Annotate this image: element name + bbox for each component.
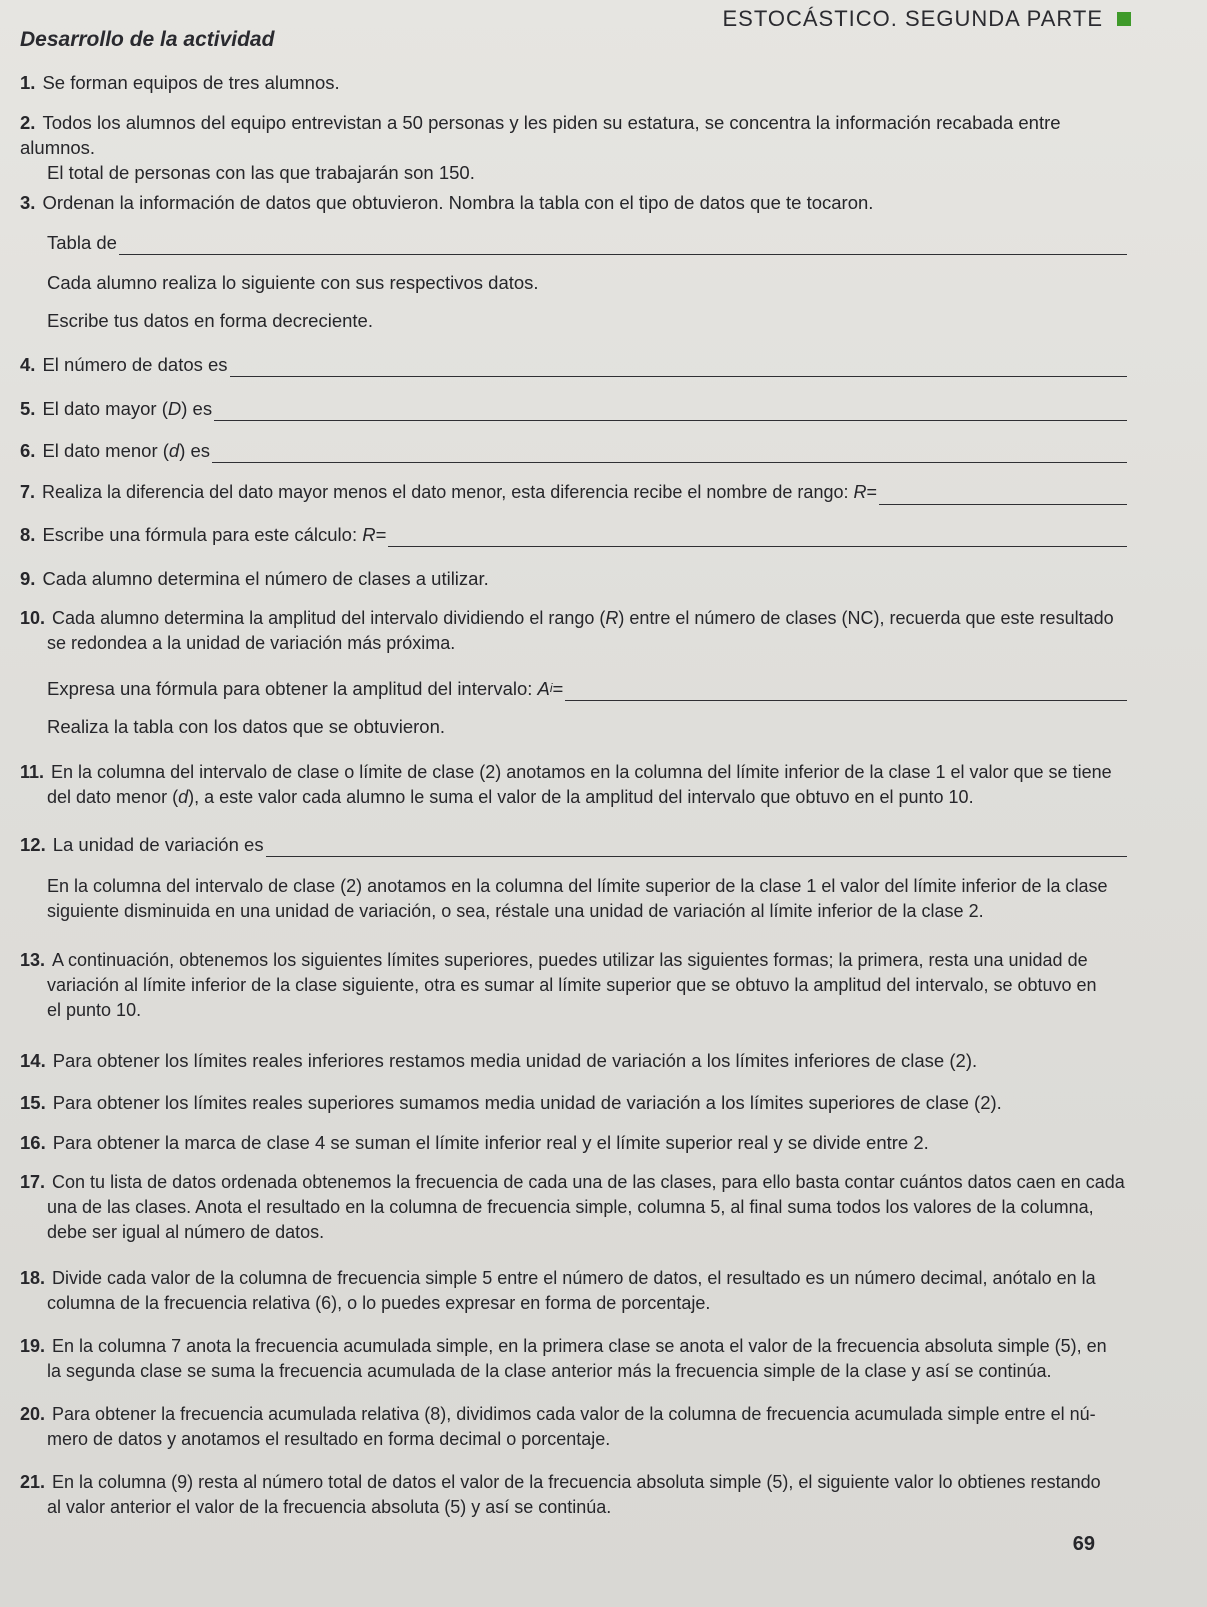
item-9: 9. Cada alumno determina el número de clases a utilizar. [20, 568, 489, 589]
en-columna-paragraph: En la columna del intervalo de clase (2) anotamos en la columna del límite superior de la clase 1 el valor del límite inferior de la clase siguiente disminuida en una unidad de variación, o sea, réstale una unidad de variación al límite inferior de la clase 2. [47, 876, 1108, 921]
rango-blank[interactable] [879, 486, 1127, 505]
item-20: 20. Para obtener la frecuencia acumulada relativa (8), dividimos cada valor de la columna de frecuencia acumulada simple entre el nú- mero de datos y anotamos el resultado en forma decimal o porcentaje. [20, 1404, 1096, 1449]
item-12: 12. La unidad de variación es [20, 832, 1127, 857]
page-header [722, 6, 1131, 32]
item-18: 18. Divide cada valor de la columna de frecuencia simple 5 entre el número de datos, el resultado es un número decimal, anótalo en la columna de la frecuencia relativa (6), o lo puedes expresar en forma de porcentaje. [20, 1268, 1096, 1313]
expresa-line: Expresa una fórmula para obtener la amplitud del intervalo: A i = [20, 676, 1127, 701]
item-15: 15. Para obtener los límites reales superiores sumamos media unidad de variación a los límites superiores de clase (2). [20, 1092, 1002, 1113]
dato-mayor-blank[interactable] [214, 402, 1127, 421]
formula-rango-blank[interactable] [388, 528, 1127, 547]
item-11: 11. En la columna del intervalo de clase o límite de clase (2) anotamos en la columna del límite inferior de la clase 1 el valor que se tiene del dato menor (d), a este valor cada alumno le suma el valor de la amplitud del intervalo que obtuvo en el punto 10. [20, 762, 1112, 807]
page-number: 69 [1072, 1533, 1095, 1555]
item-17: 17. Con tu lista de datos ordenada obtenemos la frecuencia de cada una de las clases, para ello basta contar cuántos datos caen en cada una de las clases. Anota el resultado en la columna de frecuencia simple, columna 5, al final suma todos los valores de la columna, debe ser igual al número de datos. [20, 1172, 1125, 1242]
realiza-tabla-line: Realiza la tabla con los datos que se obtuvieron. [47, 716, 446, 737]
tabla-de-blank[interactable] [119, 236, 1127, 255]
item-13: 13. A continuación, obtenemos los siguientes límites superiores, puedes utilizar las siguientes formas; la primera, resta una unidad de variación al límite inferior de la clase siguiente, otra es sumar al límite superior que se obtuvo la amplitud del intervalo, se obtuvo en el punto 10. [20, 950, 1097, 1020]
cada-alumno-line: Cada alumno realiza lo siguiente con sus respectivos datos. [47, 272, 539, 293]
item-19: 19. En la columna 7 anota la frecuencia acumulada simple, en la primera clase se anota el valor de la frecuencia absoluta simple (5), en la segunda clase se suma la frecuencia acumulada de la clase anterior más la frecuencia simple de la clase y así se continúa. [20, 1336, 1107, 1381]
numero-datos-blank[interactable] [230, 358, 1127, 377]
item-3: 3. Ordenan la información de datos que obtuvieron. Nombra la tabla con el tipo de datos que te tocaron. [20, 192, 874, 213]
item-1: 1. Se forman equipos de tres alumnos. [20, 72, 340, 93]
item-5: 5. El dato mayor ( D ) es [20, 396, 1127, 421]
item-10: 10. Cada alumno determina la amplitud del intervalo dividiendo el rango (R) entre el número de clases (NC), recuerda que este resultado se redondea a la unidad de variación más próxima. [20, 608, 1114, 653]
escribe-line: Escribe tus datos en forma decreciente. [47, 310, 373, 331]
header-title: ESTOCÁSTICO. SEGUNDA PARTE [722, 6, 1103, 31]
item-4: 4. El número de datos es [20, 352, 1127, 377]
item-2: 2. Todos los alumnos del equipo entrevistan a 50 personas y les piden su estatura, se concentra la información recabada entre alumnos. El total de personas con las que trabajarán son 150. [20, 112, 1061, 183]
item-16: 16. Para obtener la marca de clase 4 se suman el límite inferior real y el límite superior real y se divide entre 2. [20, 1132, 929, 1153]
item-6: 6. El dato menor ( d ) es [20, 438, 1127, 463]
item-7: 7. Realiza la diferencia del dato mayor menos el dato menor, esta diferencia recibe el nombre de rango: R = [20, 480, 1127, 505]
green-square-icon [1117, 12, 1131, 26]
item-21: 21. En la columna (9) resta al número total de datos el valor de la frecuencia absoluta simple (5), el siguiente valor lo obtienes restando al valor anterior el valor de la frecuencia absoluta (5) y así se continúa. [20, 1472, 1101, 1517]
dato-menor-blank[interactable] [212, 444, 1127, 463]
item-8: 8. Escribe una fórmula para este cálculo: R = [20, 522, 1127, 547]
unidad-variacion-blank[interactable] [266, 838, 1127, 857]
item-14: 14. Para obtener los límites reales inferiores restamos media unidad de variación a los límites inferiores de clase (2). [20, 1050, 978, 1071]
section-title: Desarrollo de la actividad [20, 28, 275, 51]
amplitud-blank[interactable] [565, 682, 1127, 701]
tabla-de-line: Tabla de [20, 230, 1127, 255]
